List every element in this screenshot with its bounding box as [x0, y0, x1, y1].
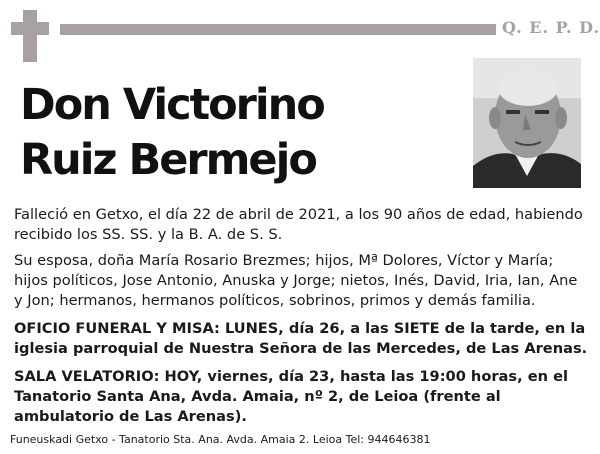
funeral-home-footer: Funeuskadi Getxo - Tanatorio Sta. Ana. Avda. Amaia 2. Leioa Tel: 944646381: [10, 433, 431, 446]
deceased-name: [20, 78, 324, 188]
funeral-mass-info: OFICIO FUNERAL Y MISA: LUNES, día 26, a las SIETE de la tarde, en la iglesia parroquial de Nuestra Señora de las Mercedes, de Las Arenas.: [14, 320, 588, 357]
deceased-name-line2: Ruiz Bermejo: [20, 135, 316, 185]
qepd-label: Q. E. P. D.: [502, 18, 600, 37]
deceased-name-line1: Don Victorino: [20, 80, 324, 130]
family-list: Su esposa, doña María Rosario Brezmes; hijos, Mª Dolores, Víctor y María; hijos políticos, Jose Antonio, Anuska y Jorge; nietos, Inés, David, Iria, Ian, Ane y Jon; hermanos, hermanos políticos, sobrinos, primos y demás familia.: [14, 252, 578, 309]
wake-room-info: SALA VELATORIO: HOY, viernes, día 23, hasta las 19:00 horas, en el Tanatorio Santa Ana, Avda. Amaia, nº 2, de Leioa (frente al ambulatorio de Las Arenas).: [14, 368, 568, 425]
deceased-portrait: [473, 58, 581, 188]
header-bar: [60, 24, 496, 35]
death-announcement: Falleció en Getxo, el día 22 de abril de 2021, a los 90 años de edad, habiendo recibido los SS. SS. y la B. A. de S. S.: [14, 206, 583, 243]
